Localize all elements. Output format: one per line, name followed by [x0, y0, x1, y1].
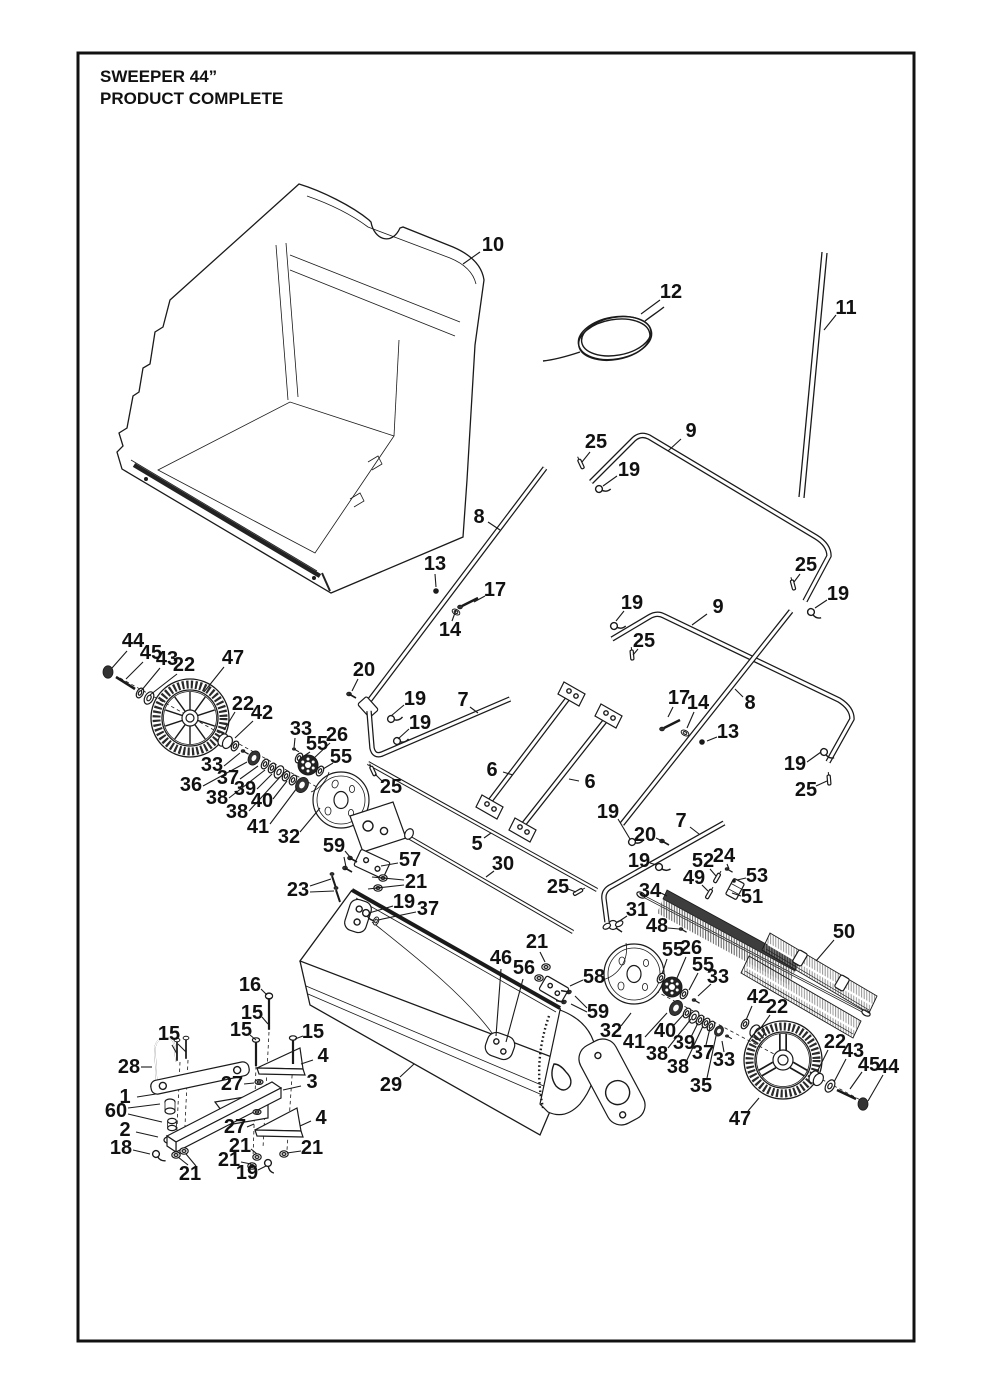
leader-line — [204, 667, 224, 692]
leader-line — [569, 779, 579, 781]
callout-label-19: 19 — [392, 891, 416, 913]
callout-label-27: 27 — [223, 1116, 247, 1138]
callout-label-43: 43 — [841, 1040, 865, 1062]
leader-line — [868, 1075, 883, 1101]
callout-label-48: 48 — [645, 915, 669, 937]
callout-label-25: 25 — [632, 630, 656, 652]
leader-line — [261, 989, 267, 995]
callout-label-11: 11 — [835, 297, 857, 319]
leader-line — [575, 996, 587, 1008]
page-title-line2: PRODUCT COMPLETE — [100, 89, 284, 108]
callout-label-38: 38 — [645, 1043, 669, 1065]
callout-label-27: 27 — [220, 1073, 244, 1095]
callout-label-14: 14 — [686, 692, 710, 714]
callout-label-25: 25 — [379, 776, 403, 798]
callout-label-52: 52 — [691, 850, 715, 872]
callout-label-24: 24 — [712, 845, 736, 867]
callout-label-7: 7 — [457, 689, 469, 711]
callout-label-38: 38 — [205, 787, 229, 809]
leader-line — [816, 940, 834, 961]
callout-label-38: 38 — [225, 801, 249, 823]
leader-line — [283, 1086, 301, 1090]
callout-label-40: 40 — [250, 790, 274, 812]
callout-label-56: 56 — [512, 957, 536, 979]
callout-label-45: 45 — [857, 1054, 881, 1076]
sprocket-part-26-right — [662, 977, 682, 997]
leader-line — [224, 753, 240, 766]
callout-label-20: 20 — [633, 824, 657, 846]
leader-line — [746, 1006, 752, 1020]
leader-line — [668, 928, 679, 929]
callout-label-34: 34 — [638, 880, 662, 902]
wheel-part-47-right — [744, 1021, 822, 1099]
callout-label-36: 36 — [179, 774, 203, 796]
callout-label-19: 19 — [617, 459, 641, 481]
leader-line — [112, 651, 127, 668]
callout-label-17: 17 — [667, 687, 691, 709]
callout-label-3: 3 — [306, 1071, 318, 1093]
leader-line — [270, 788, 297, 824]
callout-label-21: 21 — [404, 871, 428, 893]
callout-label-19: 19 — [620, 592, 644, 614]
callout-label-31: 31 — [625, 899, 649, 921]
callout-label-60: 60 — [104, 1100, 128, 1122]
leader-line — [735, 689, 743, 697]
brush-plate-part-32-right — [602, 943, 664, 1004]
callout-label-51: 51 — [740, 886, 764, 908]
leader-line — [603, 476, 617, 486]
callout-label-50: 50 — [832, 921, 856, 943]
leader-line — [398, 729, 409, 739]
callout-label-25: 25 — [794, 779, 818, 801]
leader-line — [570, 980, 583, 986]
callout-label-55: 55 — [661, 939, 685, 961]
callout-label-37: 37 — [216, 767, 240, 789]
callout-label-20: 20 — [352, 659, 376, 681]
callout-label-42: 42 — [250, 702, 274, 724]
cable-loop-part-12 — [543, 307, 664, 366]
callout-label-28: 28 — [117, 1056, 141, 1078]
leader-line — [391, 705, 404, 716]
callout-label-7: 7 — [675, 810, 687, 832]
callout-label-10: 10 — [481, 234, 505, 256]
leader-line — [690, 827, 699, 834]
callout-label-25: 25 — [546, 876, 570, 898]
callout-label-19: 19 — [596, 801, 620, 823]
leader-line — [807, 752, 821, 762]
callout-label-15: 15 — [157, 1023, 181, 1045]
callout-label-1: 1 — [119, 1086, 131, 1108]
callout-label-43: 43 — [155, 648, 179, 670]
leader-line — [834, 1059, 846, 1082]
leader-line — [707, 737, 717, 741]
leader-line — [582, 452, 590, 462]
leader-line — [692, 614, 707, 625]
leader-line — [301, 1060, 313, 1064]
leader-line — [244, 1083, 254, 1084]
callout-label-46: 46 — [489, 947, 513, 969]
leader-line — [137, 1094, 156, 1097]
callout-label-49: 49 — [682, 867, 706, 889]
leader-line — [257, 774, 272, 789]
leader-line — [344, 857, 346, 867]
callout-label-32: 32 — [277, 826, 301, 848]
callout-label-8: 8 — [744, 692, 756, 714]
callout-label-30: 30 — [491, 853, 515, 875]
leader-line — [345, 851, 350, 857]
callout-label-47: 47 — [221, 647, 245, 669]
callout-label-33: 33 — [712, 1049, 736, 1071]
leader-line — [287, 1151, 301, 1153]
leader-line — [258, 1166, 266, 1170]
callout-label-38: 38 — [666, 1056, 690, 1078]
callout-label-22: 22 — [765, 996, 789, 1018]
callout-label-33: 33 — [706, 966, 730, 988]
callout-label-19: 19 — [783, 753, 807, 775]
callout-label-13: 13 — [423, 553, 447, 575]
callout-label-21: 21 — [217, 1149, 241, 1171]
callout-label-42: 42 — [746, 986, 770, 1008]
hopper-part-10 — [117, 184, 484, 593]
leader-line — [273, 781, 287, 799]
callout-label-55: 55 — [305, 733, 329, 755]
leader-line — [816, 781, 827, 786]
leader-line — [300, 1121, 311, 1126]
callout-label-26: 26 — [679, 937, 703, 959]
callout-label-53: 53 — [745, 865, 769, 887]
callout-label-22: 22 — [172, 654, 196, 676]
leader-line — [568, 889, 576, 892]
callout-label-21: 21 — [525, 931, 549, 953]
rod-part-11 — [799, 252, 827, 498]
callout-label-33: 33 — [200, 754, 224, 776]
callout-label-39: 39 — [672, 1032, 696, 1054]
wheel-part-47-left — [151, 679, 229, 757]
leader-line — [621, 1013, 631, 1026]
callout-label-6: 6 — [486, 759, 498, 781]
callout-label-41: 41 — [246, 816, 270, 838]
callout-label-37: 37 — [691, 1042, 715, 1064]
callout-label-55: 55 — [329, 746, 353, 768]
callout-label-25: 25 — [584, 431, 608, 453]
leader-line — [372, 877, 404, 880]
callout-label-18: 18 — [109, 1137, 133, 1159]
callout-label-21: 21 — [178, 1163, 202, 1185]
callout-label-40: 40 — [653, 1020, 677, 1042]
leader-line — [310, 891, 334, 892]
callout-label-17: 17 — [483, 579, 507, 601]
callout-label-4: 4 — [315, 1107, 327, 1129]
callout-label-29: 29 — [379, 1074, 403, 1096]
callout-label-4: 4 — [317, 1045, 329, 1067]
leader-line — [128, 1104, 160, 1108]
callout-label-19: 19 — [627, 850, 651, 872]
callout-label-37: 37 — [416, 898, 440, 920]
leader-line — [815, 600, 827, 608]
leader-line — [540, 952, 545, 962]
callout-label-41: 41 — [622, 1031, 646, 1053]
page-title-line1: SWEEPER 44” — [100, 67, 218, 86]
callout-label-44: 44 — [876, 1056, 900, 1078]
callout-label-21: 21 — [300, 1137, 324, 1159]
callout-label-19: 19 — [826, 583, 850, 605]
callout-label-22: 22 — [823, 1031, 847, 1053]
callout-label-58: 58 — [582, 966, 606, 988]
leader-line — [484, 833, 491, 838]
callout-label-26: 26 — [325, 724, 349, 746]
callout-label-13: 13 — [716, 721, 740, 743]
callout-label-8: 8 — [473, 506, 485, 528]
callout-label-21: 21 — [228, 1135, 252, 1157]
callout-label-14: 14 — [438, 619, 462, 641]
callout-label-55: 55 — [691, 954, 715, 976]
callout-label-19: 19 — [408, 712, 432, 734]
callout-label-47: 47 — [728, 1108, 752, 1130]
callout-label-6: 6 — [584, 771, 596, 793]
callout-label-12: 12 — [659, 281, 683, 303]
callout-label-2: 2 — [119, 1119, 131, 1141]
handle-tubes — [358, 435, 852, 932]
callout-label-39: 39 — [233, 778, 257, 800]
callout-label-19: 19 — [403, 688, 427, 710]
leader-line — [310, 879, 331, 886]
callout-label-23: 23 — [286, 879, 310, 901]
callout-label-15: 15 — [301, 1021, 325, 1043]
bracket-part-57 — [354, 849, 391, 879]
callout-label-59: 59 — [322, 835, 346, 857]
callout-label-5: 5 — [471, 833, 483, 855]
callout-label-16: 16 — [238, 974, 262, 996]
callout-label-9: 9 — [712, 596, 724, 618]
leader-line — [178, 1044, 186, 1052]
leader-line — [128, 1114, 162, 1122]
callout-label-15: 15 — [240, 1002, 264, 1024]
leader-line — [133, 1150, 150, 1154]
callout-label-35: 35 — [689, 1075, 713, 1097]
callout-label-19: 19 — [235, 1162, 259, 1184]
callout-label-45: 45 — [139, 642, 163, 664]
callout-label-57: 57 — [398, 849, 422, 871]
leader-line — [300, 808, 320, 832]
callout-label-32: 32 — [599, 1020, 623, 1042]
callout-label-44: 44 — [121, 630, 145, 652]
leader-line — [435, 574, 436, 587]
callout-label-59: 59 — [586, 1001, 610, 1023]
callout-label-9: 9 — [685, 420, 697, 442]
leader-line — [141, 668, 160, 691]
leader-line — [687, 712, 694, 728]
leader-line — [251, 1149, 257, 1154]
leader-line — [126, 662, 143, 679]
leader-line — [247, 1124, 254, 1127]
leader-line — [136, 1132, 158, 1137]
callout-label-25: 25 — [794, 554, 818, 576]
leader-line — [824, 315, 836, 330]
leader-line — [737, 878, 746, 880]
callout-label-33: 33 — [289, 718, 313, 740]
callout-label-22: 22 — [231, 693, 255, 715]
callout-label-15: 15 — [229, 1019, 253, 1041]
